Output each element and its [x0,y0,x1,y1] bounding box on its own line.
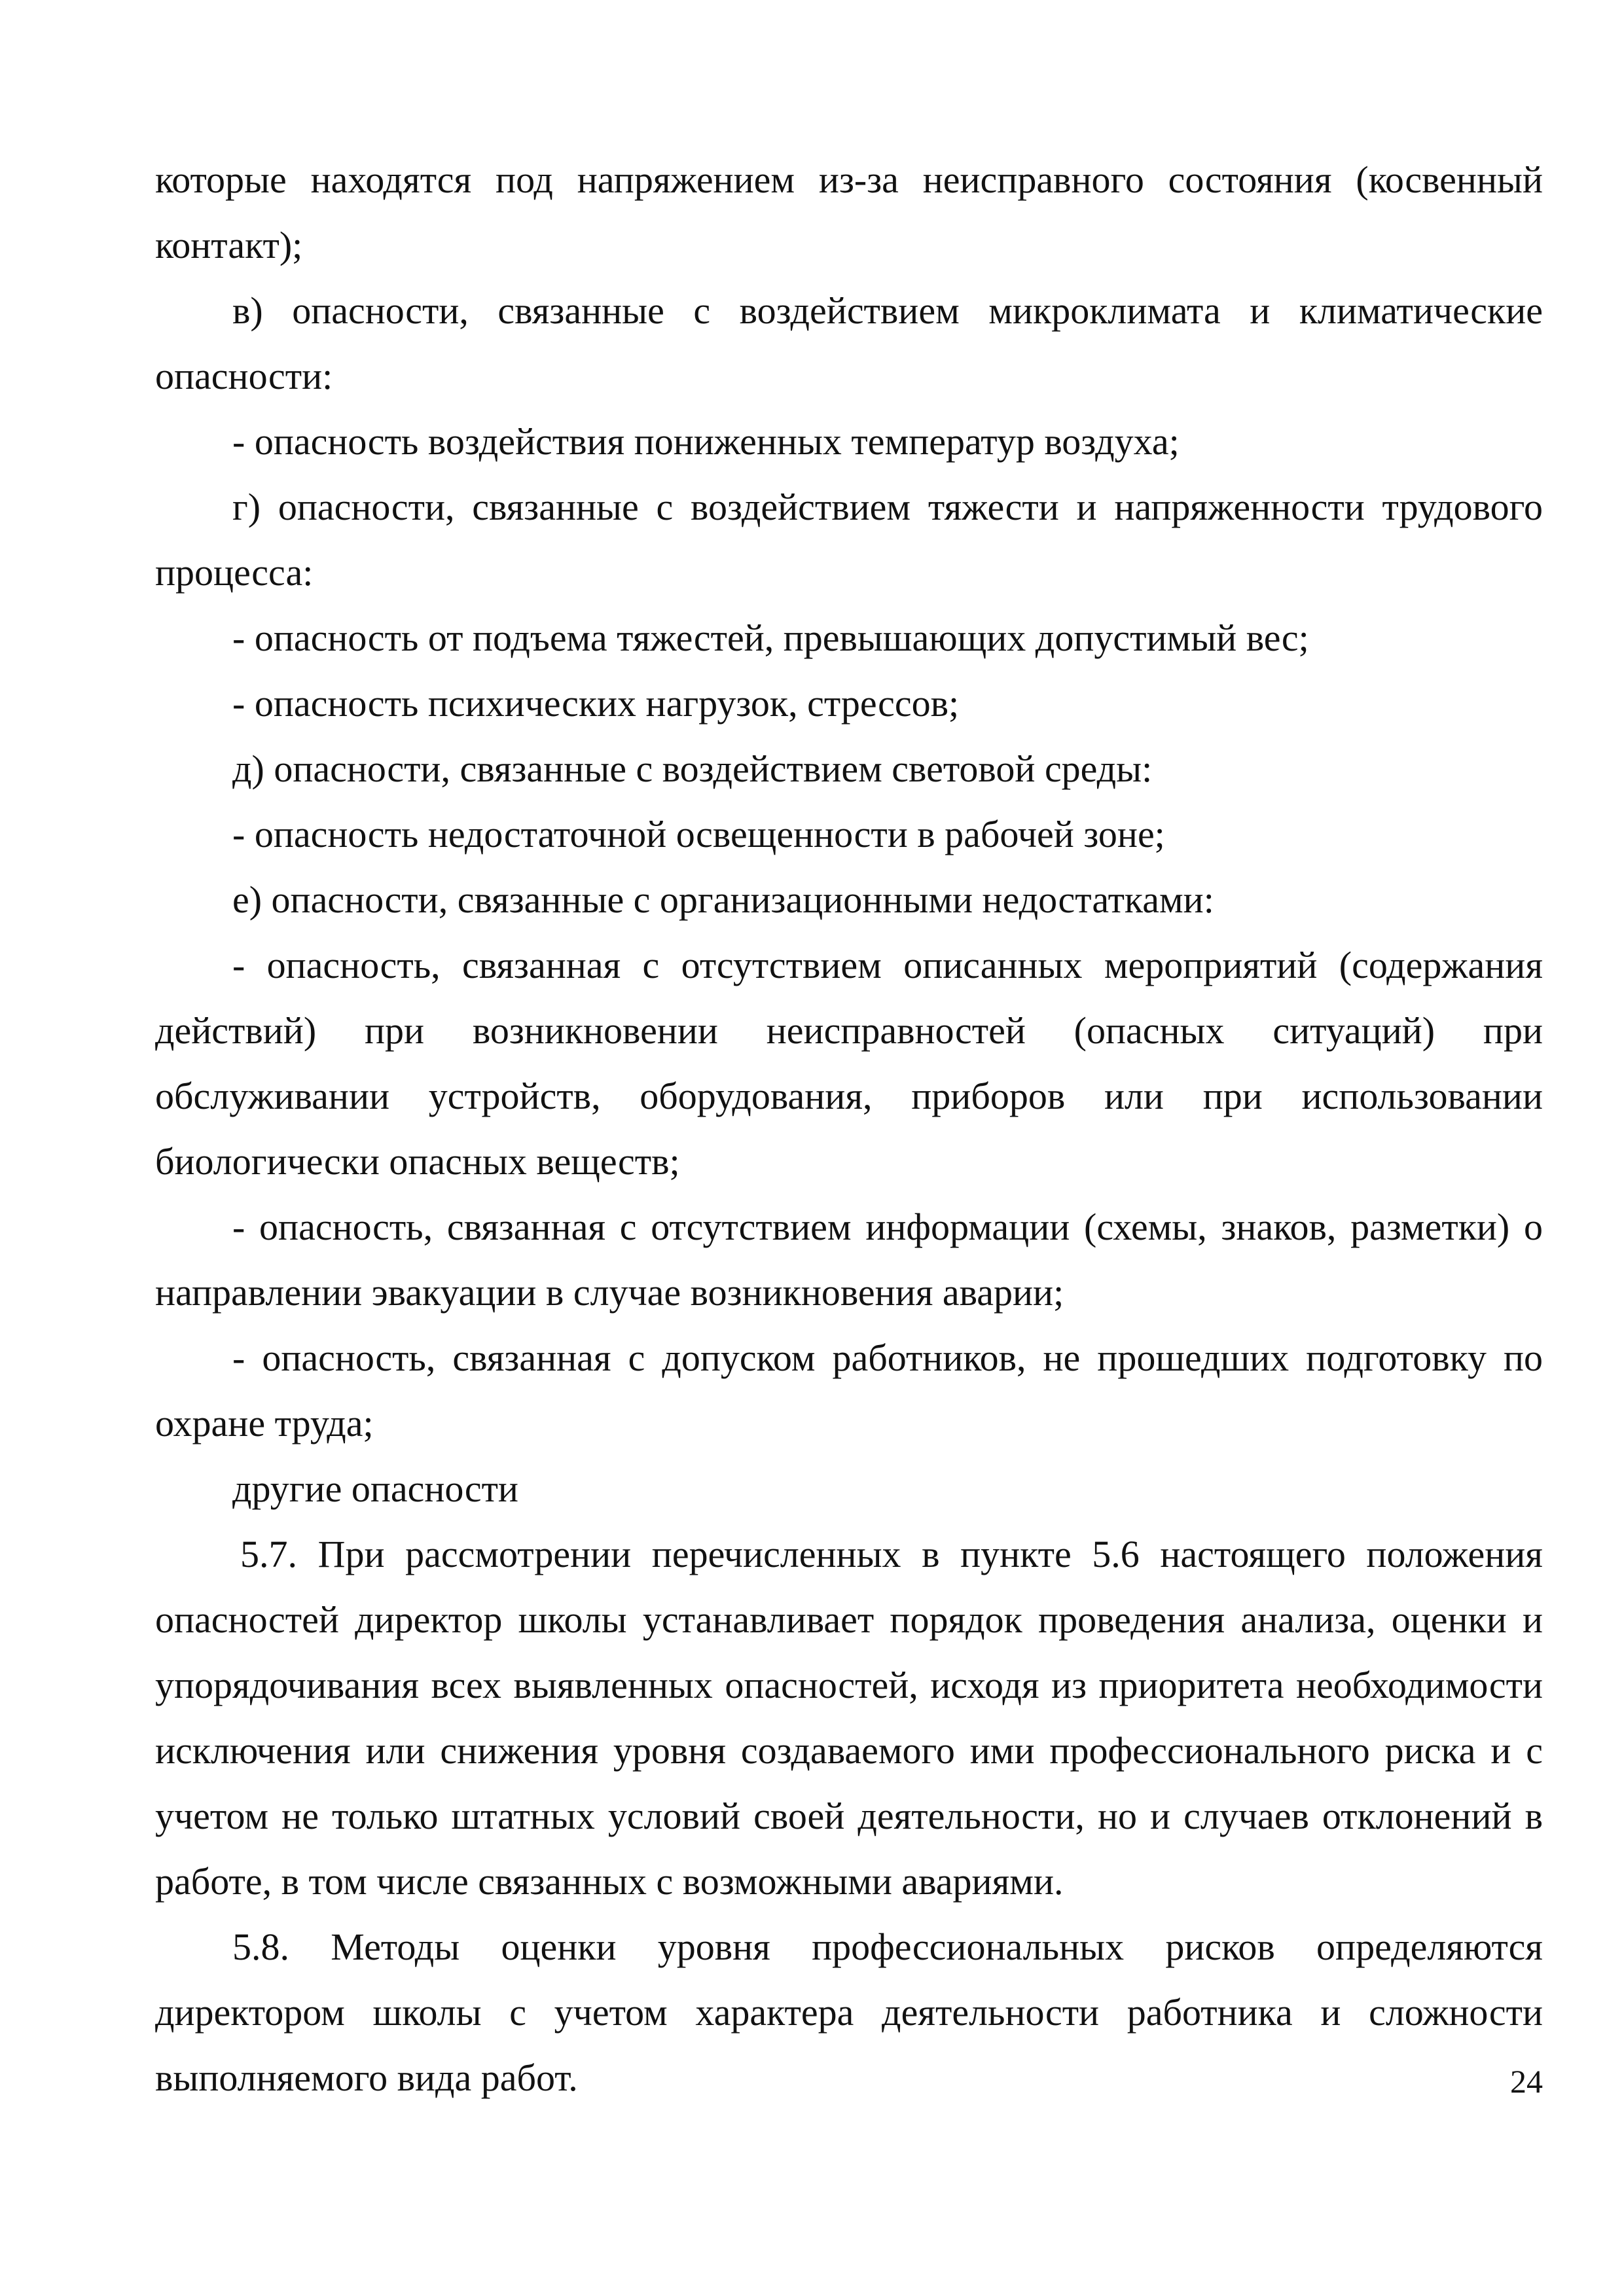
paragraph-continuation: которые находятся под напряжением из-за неисправного состояния (косвенный контакт); [155,158,1543,266]
paragraph-other-hazards: другие опасности [232,1467,518,1510]
paragraph-item-v: в) опасности, связанные с воздействием микроклимата и климатические опасности: [155,289,1543,397]
paragraph-bullet: - опасность от подъема тяжестей, превышающих допустимый вес; [232,617,1309,659]
paragraph-5-8: 5.8. Методы оценки уровня профессиональных рисков определяются директором школы с учетом характера деятельности работника и сложности выполняемого вида работ. [155,1926,1543,2099]
paragraph-bullet: - опасность, связанная с отсутствием информации (схемы, знаков, разметки) о направлении эвакуации в случае возникновения аварии; [155,1206,1543,1314]
paragraph-bullet: - опасность воздействия пониженных температур воздуха; [232,420,1180,463]
paragraph-bullet: - опасность недостаточной освещенности в рабочей зоне; [232,813,1165,855]
paragraph-bullet: - опасность, связанная с отсутствием описанных мероприятий (содержания действий) при возникновении неисправностей (опасных ситуаций) при обслуживании устройств, оборудования, приборов или при использовании биологически опасных веществ; [155,944,1543,1183]
paragraph-5-7: 5.7. При рассмотрении перечисленных в пункте 5.6 настоящего положения опасностей директор школы устанавливает порядок проведения анализа, оценки и упорядочивания всех выявленных опасностей, исходя из приоритета необходимости исключения или снижения уровня создаваемого ими профессионального риска и с учетом не только штатных условий своей деятельности, но и случаев отклонений в работе, в том числе связанных с возможными авариями. [155,1533,1543,1903]
page-number: 24 [1510,2063,1543,2100]
paragraph-item-d: д) опасности, связанные с воздействием световой среды: [232,747,1153,790]
paragraph-bullet: - опасность психических нагрузок, стрессов; [232,682,960,725]
paragraph-item-e: е) опасности, связанные с организационными недостатками: [232,878,1214,921]
paragraph-bullet: - опасность, связанная с допуском работников, не прошедших подготовку по охране труда; [155,1336,1543,1444]
document-body [155,147,1543,2111]
paragraph-item-g: г) опасности, связанные с воздействием тяжести и напряженности трудового процесса: [155,486,1543,594]
